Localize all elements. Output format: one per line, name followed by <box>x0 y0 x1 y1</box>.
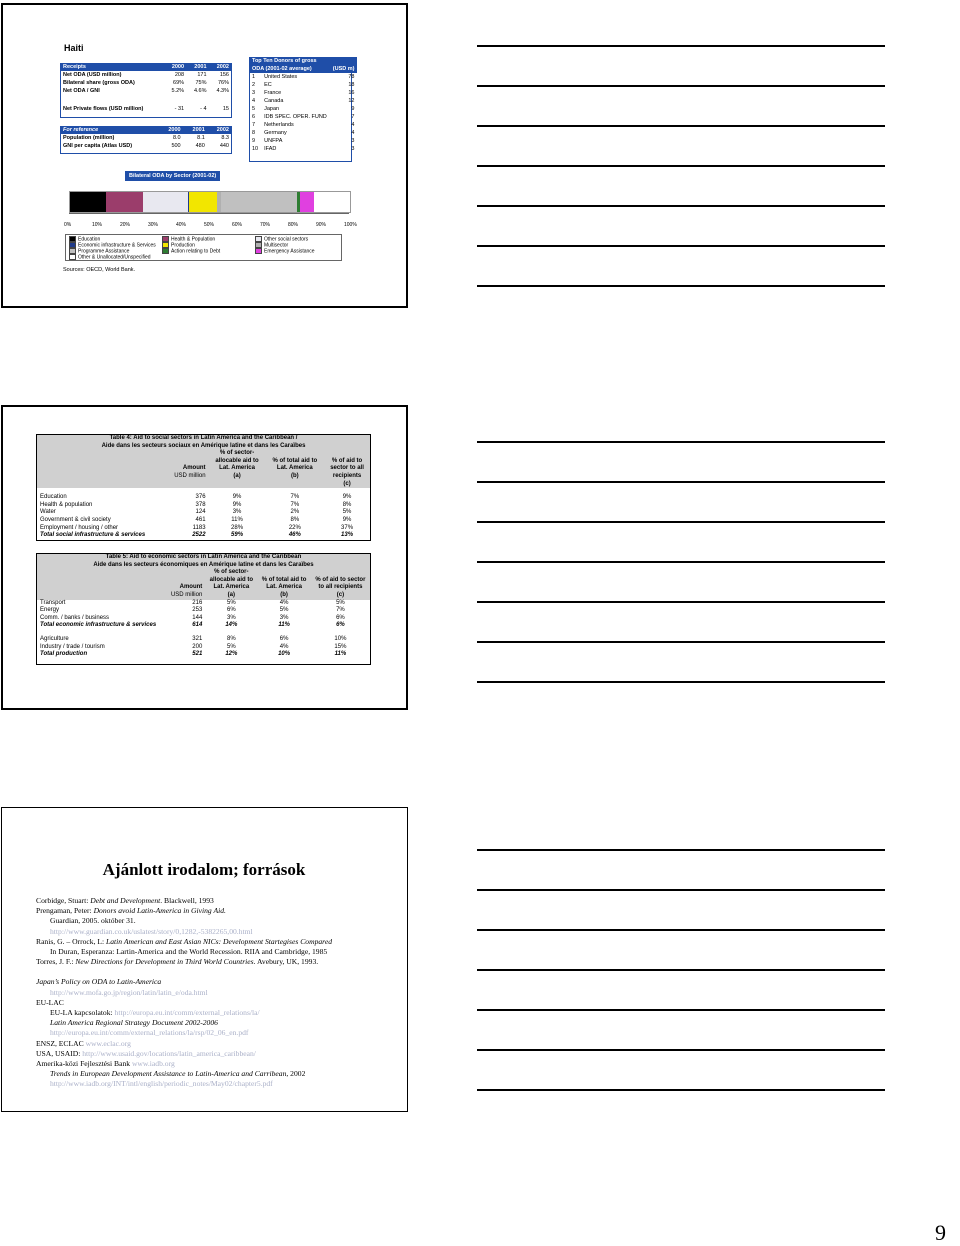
legend-item <box>255 248 315 254</box>
table-row: Government & civil society 461 11% 8% 9% <box>40 516 352 523</box>
table-row: 10 IFAD 3 <box>252 146 355 152</box>
list-item: Corbidge, Stuart: Debt and Development. Blackwell, 1993 <box>36 896 214 905</box>
table-4: Table 4: Aid to social sectors in Latin America and the Caribbean / Aide dans les secteurs sociaux en Amérique latine et dans les Caraïbes % of sector- allocable aid to % of total aid to % of aid to Amount Lat. America Lat. America sector to all USD million (a) (b) recipients (c) Education 376 9% 7% 9% Health & population 378 9% 7% 8% Water 124 3% 2% 5% Government & civil society 461 11% 8% 9% Employment / housing / other 1183 28% 22% 37% Total social infrastructure & services 2522 59% 46% 13% <box>36 434 371 541</box>
legend-label: Production <box>171 242 195 249</box>
reference-link[interactable]: http://www.iadb.org/INT/intl/english/periodic_notes/May02/chapter5.pdf <box>50 1079 273 1089</box>
bar-segment-other-social-sectors <box>143 192 188 212</box>
bar-segment-programme-assistance <box>221 192 297 212</box>
table-row: GNI per capita (Atlas USD) 500 480 440 <box>63 143 229 149</box>
bar-segment-health-population <box>106 192 142 212</box>
x-tick-label: 10% <box>92 222 103 228</box>
legend-label: Health & Population <box>171 236 216 243</box>
table-row: 9 UNFPA 3 <box>252 138 355 144</box>
table-row: 5 Japan 9 <box>252 106 355 112</box>
table-row: Bilateral share (gross ODA) 69% 75% 76% <box>63 80 229 86</box>
receipts-header: Receipts 2000 2001 2002 <box>60 63 232 71</box>
list-item: Latin America Regional Strategy Document 2002-2006 <box>50 1018 218 1028</box>
table-row: 2 EC 18 <box>252 82 355 88</box>
table-row <box>60 95 232 105</box>
x-tick-label: 20% <box>120 222 131 228</box>
legend-swatch <box>69 254 76 260</box>
x-tick-label: 50% <box>204 222 215 228</box>
x-tick-label: 0% <box>64 222 72 228</box>
list-item: Amerika-közi Fejlesztési Bank www.iadb.org <box>36 1059 175 1069</box>
legend-swatch <box>162 248 169 254</box>
table-row: Water 124 3% 2% 5% <box>40 509 352 516</box>
reference-header: For reference 2000 2001 2002 <box>60 126 232 134</box>
table-total-row: Total production 521 12% 10% 11% <box>40 651 347 658</box>
table-row: 3 France 16 <box>252 90 355 96</box>
reference-list <box>36 896 332 1090</box>
table-total-row: Total social infrastructure & services 2522 59% 46% 13% <box>40 532 354 539</box>
sources-note: Sources: OECD, World Bank. <box>63 267 136 273</box>
list-item: Japan’s Policy on ODA to Latin-America <box>36 977 162 987</box>
legend-label: Other social sectors <box>264 236 309 243</box>
table-row: Agriculture 321 8% 6% 10% <box>40 635 347 642</box>
x-tick-label: 40% <box>176 222 187 228</box>
list-item: EU-LA kapcsolatok: http://europa.eu.int/comm/external_relations/la/ <box>50 1008 260 1018</box>
table-total-row: Total economic infrastructure & services 614 14% 11% 6% <box>40 622 345 629</box>
sector-stacked-bar <box>69 191 351 213</box>
reference-link[interactable]: http://www.usaid.gov/locations/latin_america_caribbean/ <box>82 1048 256 1058</box>
legend-item <box>162 248 220 254</box>
bar-segment-education <box>70 192 106 212</box>
table-row: Industry / trade / tourism 200 5% 4% 15% <box>40 643 347 650</box>
reference-link[interactable]: www.iadb.org <box>131 1059 175 1069</box>
reference-link[interactable]: http://europa.eu.int/comm/external_relations/la/ <box>114 1008 260 1018</box>
list-item: Ranis, G. – Orrock, L: Latin American and East Asian NICs: Development Startegises Compared <box>36 936 333 946</box>
legend-label: Other & Unallocated/Unspecified <box>78 254 151 261</box>
table-row: Net ODA / GNI 5.2% 4.6% 4.3% <box>63 88 229 94</box>
x-tick-label: 70% <box>260 222 271 228</box>
chart-legend <box>65 234 342 261</box>
list-item: EU-LAC <box>36 997 64 1007</box>
list-item: Prengaman, Peter: Donors avoid Latin-America in Giving Aid. <box>36 906 226 916</box>
reference-link[interactable]: www.eclac.org <box>85 1038 131 1048</box>
table-row: 8 Germany 4 <box>252 130 355 136</box>
slide-title: Ajánlott irodalom; források <box>102 860 306 879</box>
list-item: USA, USAID: http://www.usaid.gov/locations/latin_america_caribbean/ <box>36 1048 256 1058</box>
chart-x-axis <box>69 213 349 220</box>
reference-link[interactable]: http://europa.eu.int/comm/external_relations/la/rsp/02_06_en.pdf <box>50 1028 249 1038</box>
slide-title: Haiti <box>64 43 84 53</box>
list-item: Torres, J. F.: New Directions for Development in Third World Countries. Avebury, UK, 1993. <box>36 957 319 967</box>
x-tick-label: 100% <box>344 222 357 228</box>
list-item: In Duran, Esperanza: Lartin-America and the World Recession. RIIA and Cambridge, 1985 <box>50 947 328 957</box>
table-row: Net Private flows (USD million) - 31 - 4 15 <box>63 106 229 112</box>
legend-label: Economic infrastructure & Services <box>78 242 156 249</box>
table-row: 1 United States 78 <box>252 74 355 80</box>
legend-item <box>69 254 151 260</box>
x-tick-label: 60% <box>232 222 243 228</box>
reference-table <box>60 126 232 150</box>
legend-label: Action relating to Debt <box>171 248 221 255</box>
x-tick-label: 80% <box>288 222 299 228</box>
slide-references <box>1 807 408 1112</box>
list-item: ENSZ, ECLAC www.eclac.org <box>36 1038 131 1048</box>
bar-segment-emergency-assistance <box>300 192 314 212</box>
slide-haiti <box>1 3 408 308</box>
bar-segment-production <box>189 192 217 212</box>
table-row: 7 Netherlands 4 <box>252 122 355 128</box>
table-row: Health & population 378 9% 7% 8% <box>40 501 352 508</box>
bar-segment-other-unallocated-unspecified <box>314 192 350 212</box>
slide-aid-tables <box>1 405 408 710</box>
table-row: Employment / housing / other 1183 28% 22% 37% <box>40 524 354 531</box>
table-row: Population (million) 8.0 8.1 8.3 <box>63 135 229 141</box>
list-item: Guardian, 2005. október 31. <box>50 916 136 926</box>
x-tick-label: 30% <box>148 222 159 228</box>
table-row: Education 376 9% 7% 9% <box>40 494 352 501</box>
reference-link[interactable]: http://www.guardian.co.uk/uslatest/story/0,1282,-5382265,00.html <box>50 926 253 936</box>
table-row: Transport 216 5% 4% 5% <box>40 599 345 606</box>
table-5: Table 5: Aid to economic sectors in Latin America and the Caribbean Aide dans les secteurs économiques en Amérique latine et dans les Caraïbes % of sector- allocable aid to % of total aid to % of aid to sector Amount Lat. America Lat. America to all recipients USD million (a) (b) (c) Transport 216 5% 4% 5% Energy 253 6% 5% 7% Comm. / banks / business 144 3% 3% 6% Total economic infrastructure & services 614 14% 11% 6% Agriculture 321 8% 6% 10% Industry / trade / tourism 200 5% 4% 15% Total production 521 12% 10% 11% <box>36 553 371 665</box>
x-tick-label: 90% <box>316 222 327 228</box>
table-row: Net ODA (USD million) 208 171 156 <box>63 72 229 78</box>
table-row: 4 Canada 12 <box>252 98 355 104</box>
legend-label: Programme Assistance <box>78 248 130 255</box>
list-item: Trends in European Development Assistance to Latin-America and Carribean, 2002 <box>50 1069 306 1079</box>
table-row: Energy 253 6% 5% 7% <box>40 607 345 614</box>
table-row: 6 IDB SPEC. OPER. FUND 7 <box>252 114 355 120</box>
reference-link[interactable]: http://www.mofa.go.jp/region/latin/latin_e/oda.html <box>50 987 208 997</box>
page-number: 9 <box>935 1220 946 1245</box>
receipts-table <box>60 63 232 113</box>
legend-swatch <box>255 248 262 254</box>
legend-label: Emergency Assistance <box>264 248 315 255</box>
chart-title: Bilateral ODA by Sector (2001-02) <box>125 171 220 181</box>
legend-label: Education <box>78 236 101 243</box>
donors-table: Top Ten Donors of gross ODA (2001-02 average) (USD m) 1 United States 78 2 EC 18 3 France 16 4 Canada 12 5 Japan 9 6 IDB SPEC. OPER. FUND 7 7 Netherlands 4 8 Germany 4 9 UNFPA 3 10 IFAD 3 <box>249 57 357 153</box>
table-row: Comm. / banks / business 144 3% 3% 6% <box>40 614 345 621</box>
legend-label: Multisector <box>264 242 289 249</box>
